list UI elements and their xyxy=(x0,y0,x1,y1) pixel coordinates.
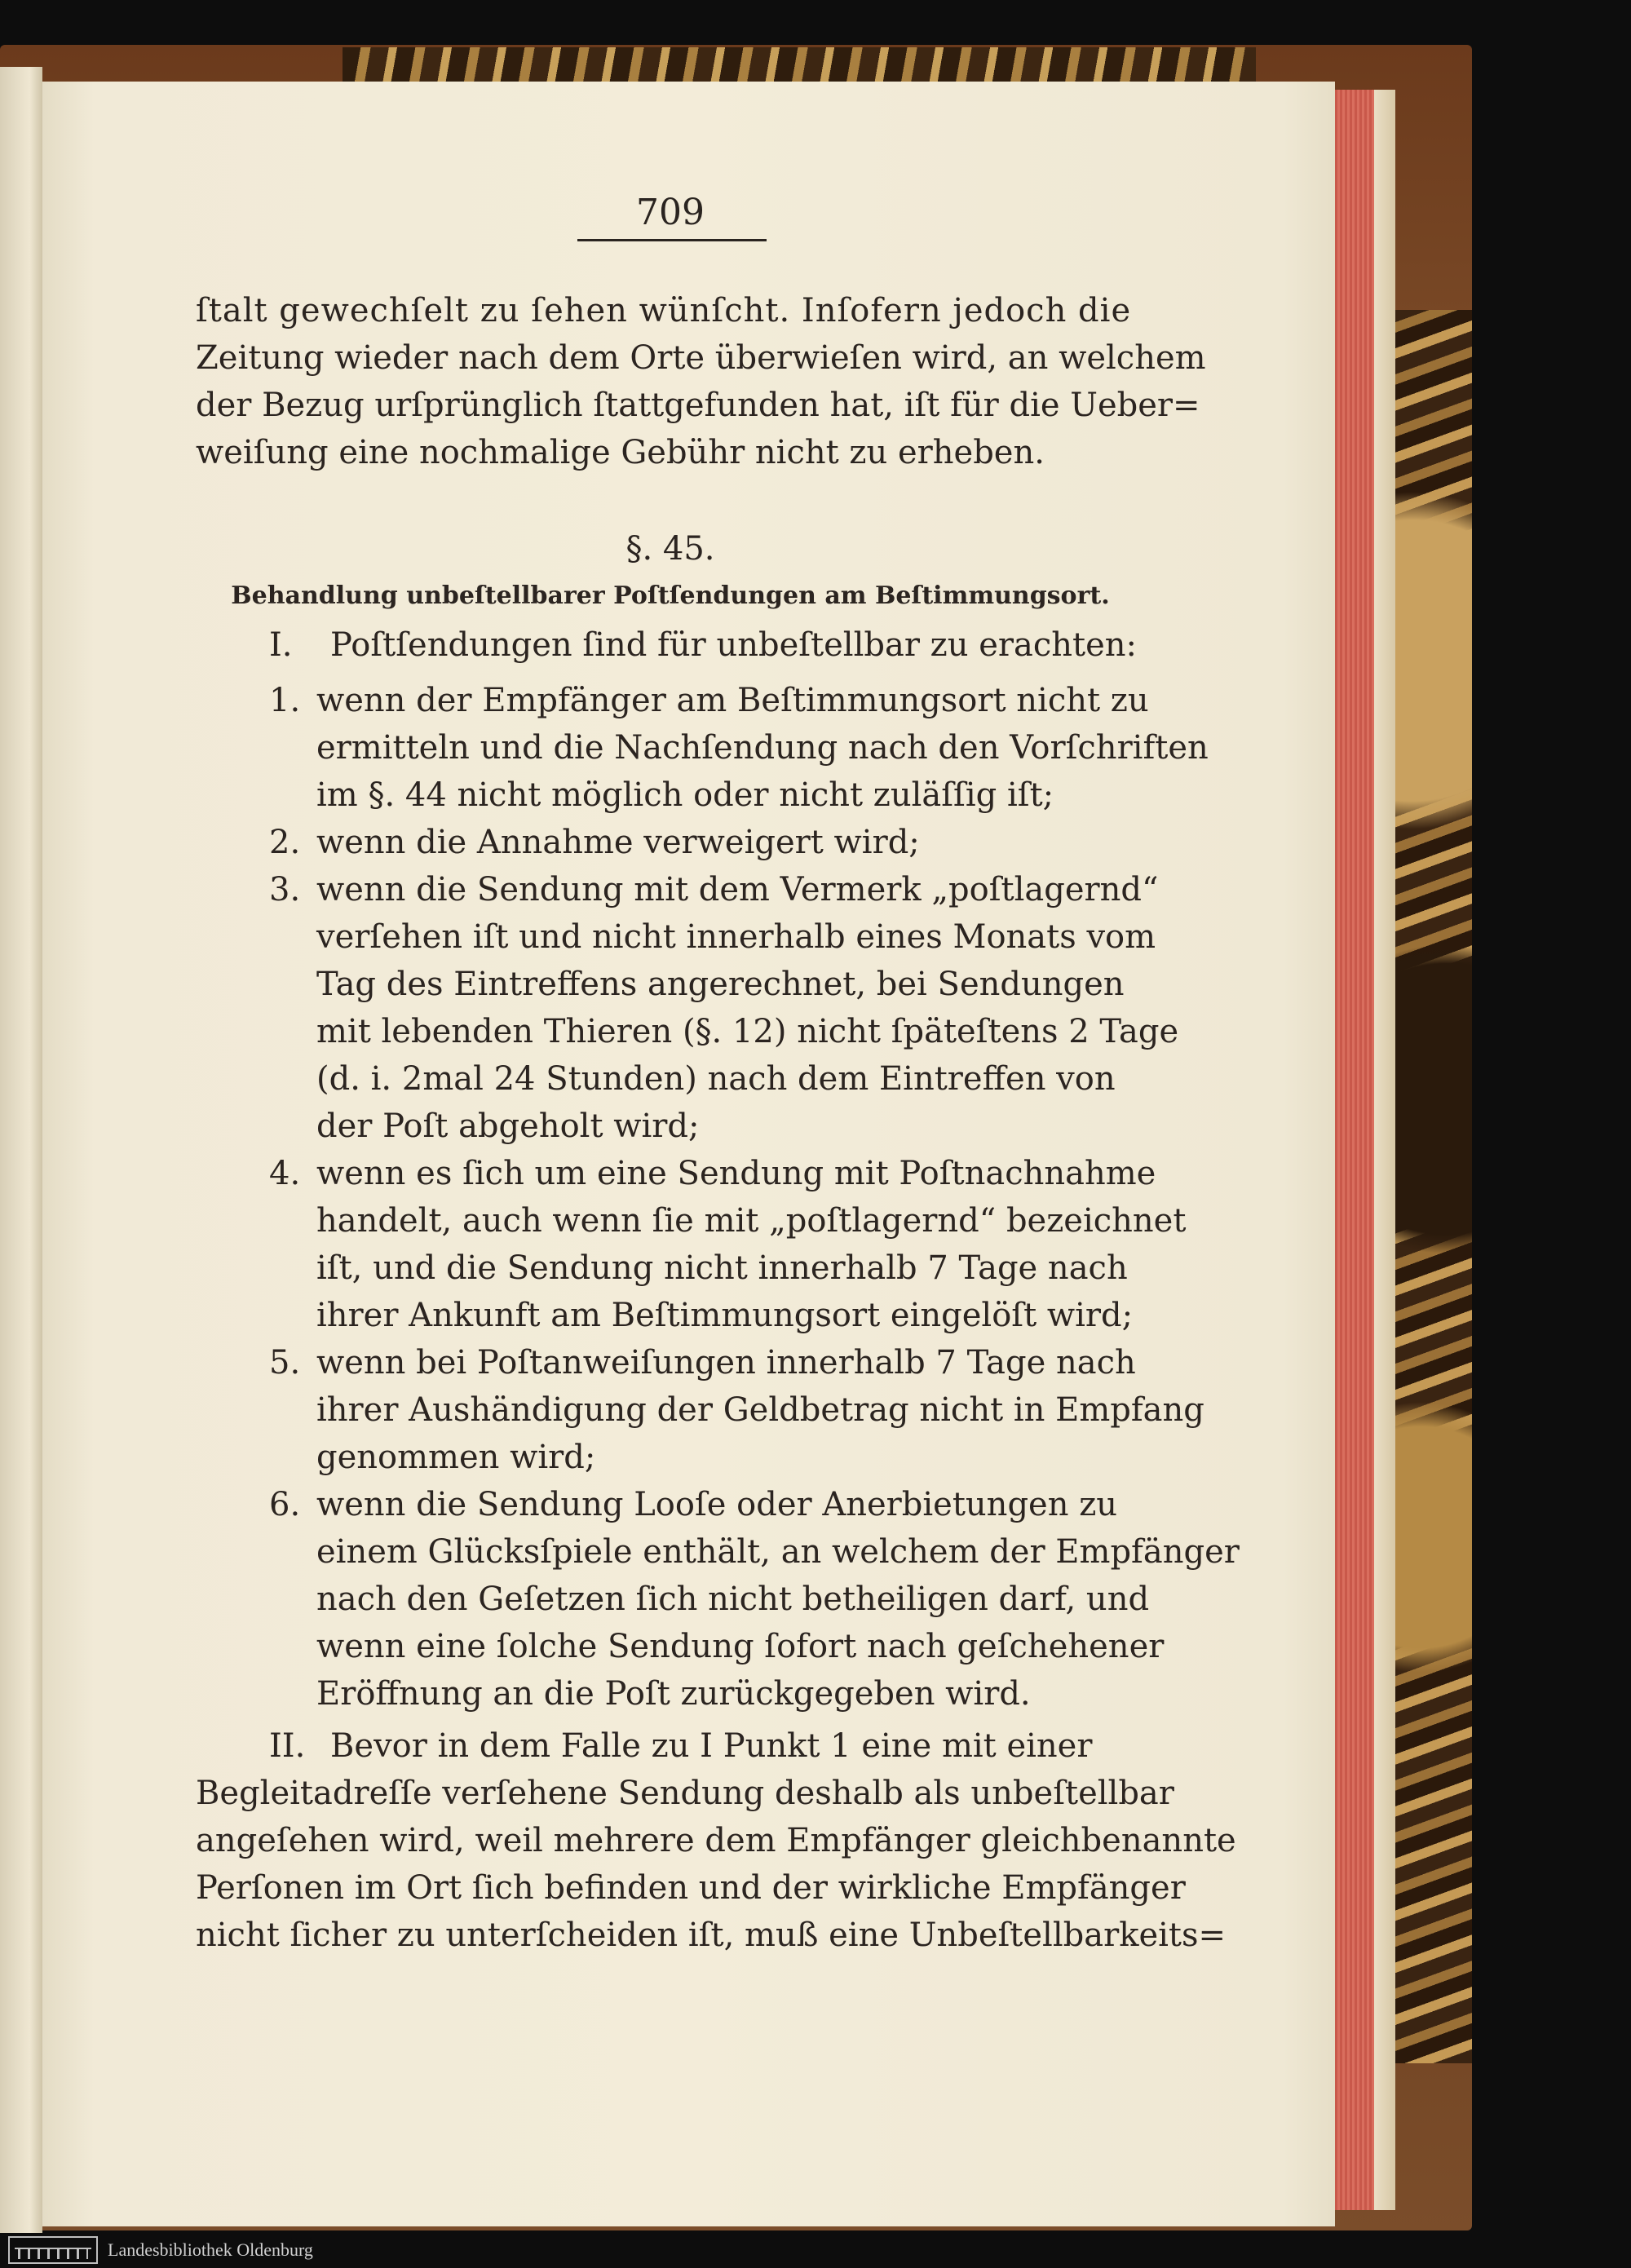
text-line: nach den Geſetzen ſich nicht betheiligen darf, und xyxy=(316,1581,1150,1618)
text-line: wenn der Empfänger am Beſtimmungsort nicht zu xyxy=(316,682,1149,719)
text-line: wenn eine ſolche Sendung ſofort nach geſchehener xyxy=(316,1628,1165,1665)
text-line: mit lebenden Thieren (§. 12) nicht ſpäteſtens 2 Tage xyxy=(316,1013,1179,1050)
text-line: genommen wird; xyxy=(316,1439,596,1476)
header-rule xyxy=(577,239,767,241)
marbled-cover-side xyxy=(1386,310,1472,2063)
text-line: wenn die Sendung mit dem Vermerk „poſtlagernd“ xyxy=(316,871,1159,909)
item-number: 2. xyxy=(269,824,301,861)
text-line: weiſung eine nochmalige Gebühr nicht zu erheben. xyxy=(196,434,1045,471)
text-line: der Bezug urſprünglich ſtattgefunden hat, iſt für die Ueber= xyxy=(196,387,1200,424)
left-page-edge xyxy=(0,67,42,2236)
text-line: verſehen iſt und nicht innerhalb eines Monats vom xyxy=(316,918,1156,956)
page-edges-cream xyxy=(1374,90,1395,2210)
text-line: Poſtſendungen ſind für unbeſtellbar zu erachten: xyxy=(330,626,1138,664)
text-line: Begleitadreſſe verſehene Sendung deshalb als unbeſtellbar xyxy=(196,1775,1174,1812)
text-line: Zeitung wieder nach dem Orte überwieſen wird, an welchem xyxy=(196,339,1206,377)
text-line: iſt, und die Sendung nicht innerhalb 7 Tage nach xyxy=(316,1249,1128,1287)
text-line: Bevor in dem Falle zu I Punkt 1 eine mit einer xyxy=(330,1727,1093,1765)
part-number: I. xyxy=(269,626,293,664)
library-building-icon xyxy=(8,2236,98,2264)
text-line: einem Glücksſpiele enthält, an welchem der Empfänger xyxy=(316,1533,1240,1571)
text-line: wenn die Annahme verweigert wird; xyxy=(316,824,920,861)
section-title: Behandlung unbeſtellbarer Poſtſendungen am Beſtimmungsort. xyxy=(231,581,1110,610)
text-line: ſtalt gewechſelt zu ſehen wünſcht. Inſofern jedoch die xyxy=(196,292,1132,329)
text-line: wenn bei Poſtanweiſungen innerhalb 7 Tage nach xyxy=(316,1344,1136,1382)
library-name: Landesbibliothek Oldenburg xyxy=(108,2239,313,2260)
item-number: 4. xyxy=(269,1155,301,1192)
page-number: 709 xyxy=(636,192,705,233)
text-line: Eröffnung an die Poſt zurückgegeben wird. xyxy=(316,1675,1031,1713)
part-number: II. xyxy=(269,1727,306,1765)
text-line: Tag des Eintreffens angerechnet, bei Sendungen xyxy=(316,966,1125,1003)
text-line: der Poſt abgeholt wird; xyxy=(316,1107,700,1145)
text-line: Perſonen im Ort ſich befinden und der wirkliche Empfänger xyxy=(196,1869,1186,1907)
text-line: angeſehen wird, weil mehrere dem Empfänger gleichbenannte xyxy=(196,1822,1236,1859)
item-number: 5. xyxy=(269,1344,301,1382)
text-line: (d. i. 2mal 24 Stunden) nach dem Eintreffen von xyxy=(316,1060,1116,1098)
text-line: ermitteln und die Nachſendung nach den Vorſchriften xyxy=(316,729,1209,767)
text-line: wenn es ſich um eine Sendung mit Poſtnachnahme xyxy=(316,1155,1156,1192)
item-number: 3. xyxy=(269,871,301,909)
text-line: im §. 44 nicht möglich oder nicht zuläſſig iſt; xyxy=(316,776,1054,814)
text-line: nicht ſicher zu unterſcheiden iſt, muß eine Unbeſtellbarkeits= xyxy=(196,1917,1227,1954)
item-number: 6. xyxy=(269,1486,301,1523)
text-line: ihrer Ankunft am Beſtimmungsort eingelöſt wird; xyxy=(316,1297,1134,1334)
text-line: ihrer Aushändigung der Geldbetrag nicht in Empfang xyxy=(316,1391,1204,1429)
text-line: wenn die Sendung Looſe oder Anerbietungen zu xyxy=(316,1486,1118,1523)
text-line: handelt, auch wenn ſie mit „poſtlagernd“ bezeichnet xyxy=(316,1202,1187,1240)
section-number: §. 45. xyxy=(625,530,715,568)
item-number: 1. xyxy=(269,682,301,719)
